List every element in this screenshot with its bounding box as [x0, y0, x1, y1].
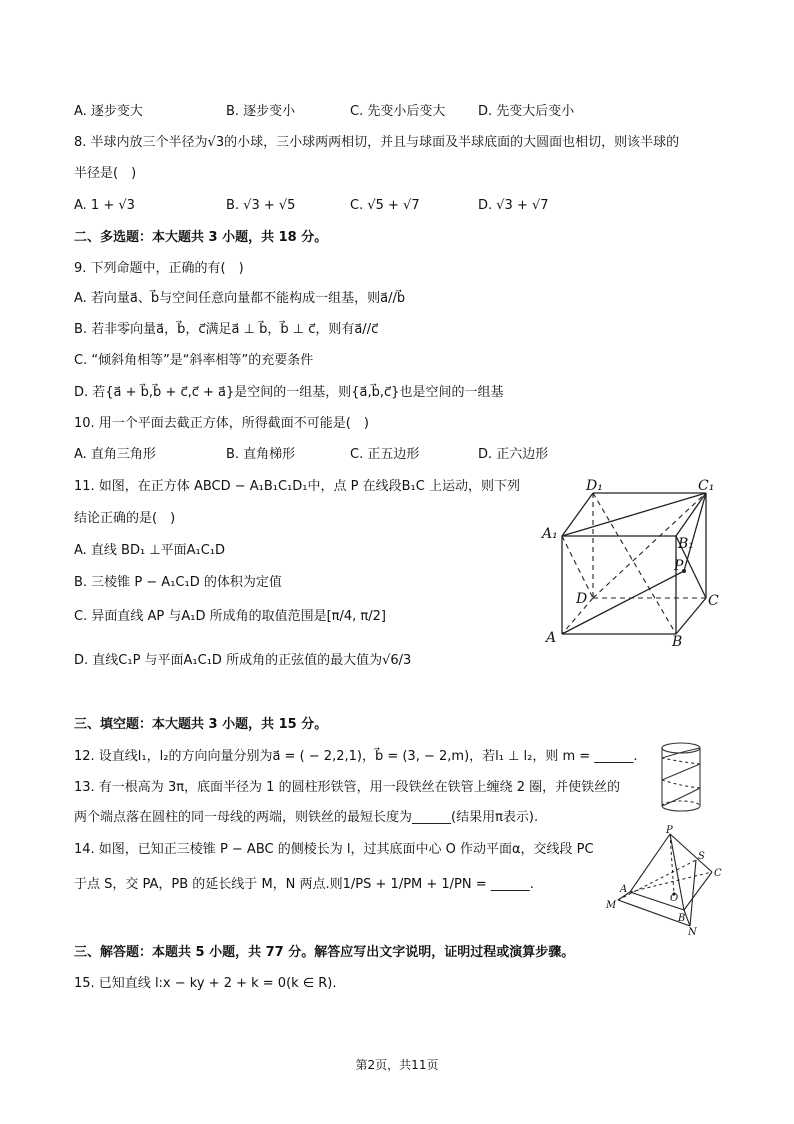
- label-a1: A₁: [542, 526, 558, 542]
- q7-option-b: B. 逐步变小: [226, 104, 296, 119]
- section-heading-multiple-choice: 二、多选题：本大题共 3 小题，共 18 分。: [74, 230, 328, 245]
- q11-option-b: B. 三棱锥 P − A₁C₁D 的体积为定值: [74, 575, 282, 590]
- q8-option-d: D. √3 + √7: [478, 198, 549, 213]
- wire-front: [662, 748, 700, 806]
- label-b: B: [672, 634, 683, 648]
- q15-stem: 15. 已知直线 l:x − ky + 2 + k = 0(k ∈ R).: [74, 976, 337, 991]
- hidden-a1-d: [562, 536, 593, 598]
- q9-option-c: C. “倾斜角相等”是“斜率相等”的充要条件: [74, 353, 314, 368]
- edge-b-c: [676, 598, 706, 634]
- label-a: A: [620, 884, 628, 895]
- label-s: S: [698, 851, 705, 862]
- q7-option-a: A. 逐步变大: [74, 104, 143, 119]
- page-footer: 第2页，共11页: [355, 1058, 439, 1072]
- edge-a1-d1: [562, 493, 593, 536]
- edge-b-c: [684, 872, 712, 910]
- q10-option-c: C. 正五边形: [350, 447, 420, 462]
- cube-figure: [538, 476, 728, 648]
- q8-option-a: A. 1 + √3: [74, 198, 135, 213]
- label-o: O: [670, 893, 679, 904]
- q13-stem-line1: 13. 有一根高为 3π，底面半径为 1 的圆柱形铁管，用一段铁丝在铁管上缠绕 2 圈，并使铁丝的: [74, 780, 621, 795]
- label-n: N: [688, 927, 697, 936]
- label-d1: D₁: [586, 478, 603, 494]
- cylinder-bottom-front: [662, 806, 700, 811]
- q9-option-a: A. 若向量a⃗、b⃗与空间任意向量都不能构成一组基，则a⃗//b⃗: [74, 291, 406, 306]
- q11-stem-line1: 11. 如图，在正方体 ABCD − A₁B₁C₁D₁中，点 P 在线段B₁C 上运动，则下列: [74, 479, 520, 494]
- q9-option-b: B. 若非零向量a⃗，b⃗，c⃗满足a⃗ ⊥ b⃗，b⃗ ⊥ c⃗，则有a⃗//c⃗: [74, 322, 379, 337]
- q7-option-c: C. 先变小后变大: [350, 104, 446, 119]
- q13-stem-line2: 两个端点落在圆柱的同一母线的两端，则铁丝的最短长度为______(结果用π表示).: [74, 810, 539, 825]
- label-d: D: [576, 591, 588, 607]
- edge-b1-c1: [676, 493, 706, 536]
- q10-option-a: A. 直角三角形: [74, 447, 156, 462]
- q11-stem-line2: 结论正确的是( ): [74, 511, 176, 526]
- q11-option-c: C. 异面直线 AP 与A₁D 所成角的取值范围是[π/4, π/2]: [74, 609, 386, 624]
- label-p: P: [674, 558, 684, 574]
- q14-stem-line1: 14. 如图，已知正三棱锥 P − ABC 的侧棱长为 l，过其底面中心 O 作动平面α，交线段 PC: [74, 842, 594, 857]
- q11-option-a: A. 直线 BD₁ ⊥平面A₁C₁D: [74, 543, 226, 558]
- q7-option-d: D. 先变大后变小: [478, 104, 575, 119]
- q11-option-d: D. 直线C₁P 与平面A₁C₁D 所成角的正弦值的最大值为√6/3: [74, 653, 412, 668]
- seg-n-s: [690, 860, 696, 926]
- label-a: A: [546, 630, 557, 646]
- diag-a1-c1: [562, 493, 706, 536]
- q12-stem: 12. 设直线l₁，l₂的方向向量分别为a⃗ = ( − 2,2,1)，b⃗ = (3, − 2,m)，若l₁ ⊥ l₂，则 m = ______.: [74, 749, 638, 764]
- q8-option-c: C. √5 + √7: [350, 198, 420, 213]
- q9-stem: 9. 下列命题中，正确的有( ): [74, 261, 244, 276]
- label-c1: C₁: [698, 478, 715, 494]
- q8-stem-line1: 8. 半球内放三个半径为√3的小球，三小球两两相切，并且与球面及半球底面的大圆面也相切，则该半球的: [74, 135, 680, 150]
- label-c: C: [714, 868, 722, 879]
- section-heading-fill-blank: 三、填空题：本大题共 3 小题，共 15 分。: [74, 717, 328, 732]
- q9-option-d: D. 若{a⃗ + b⃗,b⃗ + c⃗,c⃗ + a⃗}是空间的一组基，则{a⃗,b⃗,c⃗}也是空间的一组基: [74, 385, 504, 400]
- q10-option-b: B. 直角梯形: [226, 447, 296, 462]
- section-heading-answer: 三、解答题：本题共 5 小题，共 77 分。解答应写出文字说明，证明过程或演算步骤。: [74, 945, 575, 960]
- q8-option-b: B. √3 + √5: [226, 198, 296, 213]
- hidden-m-s: [618, 860, 696, 900]
- label-b1: B₁: [678, 536, 694, 552]
- label-c: C: [708, 593, 719, 609]
- label-p: P: [666, 825, 673, 836]
- seg-c1-p: [684, 493, 706, 571]
- q8-stem-line2: 半径是( ): [74, 166, 137, 181]
- label-b: B: [678, 913, 686, 924]
- q10-stem: 10. 用一个平面去截正方体，所得截面不可能是( ): [74, 416, 369, 431]
- wire-back: [662, 758, 700, 788]
- pyramid-figure: [604, 824, 734, 936]
- q10-option-d: D. 正六边形: [478, 447, 549, 462]
- cylinder-figure: [656, 740, 706, 816]
- cylinder-top: [662, 743, 700, 753]
- q14-stem-line2: 于点 S，交 PA，PB 的延长线于 M，N 两点.则1/PS + 1/PM + 1/PN = ______.: [74, 877, 534, 892]
- label-m: M: [606, 900, 617, 911]
